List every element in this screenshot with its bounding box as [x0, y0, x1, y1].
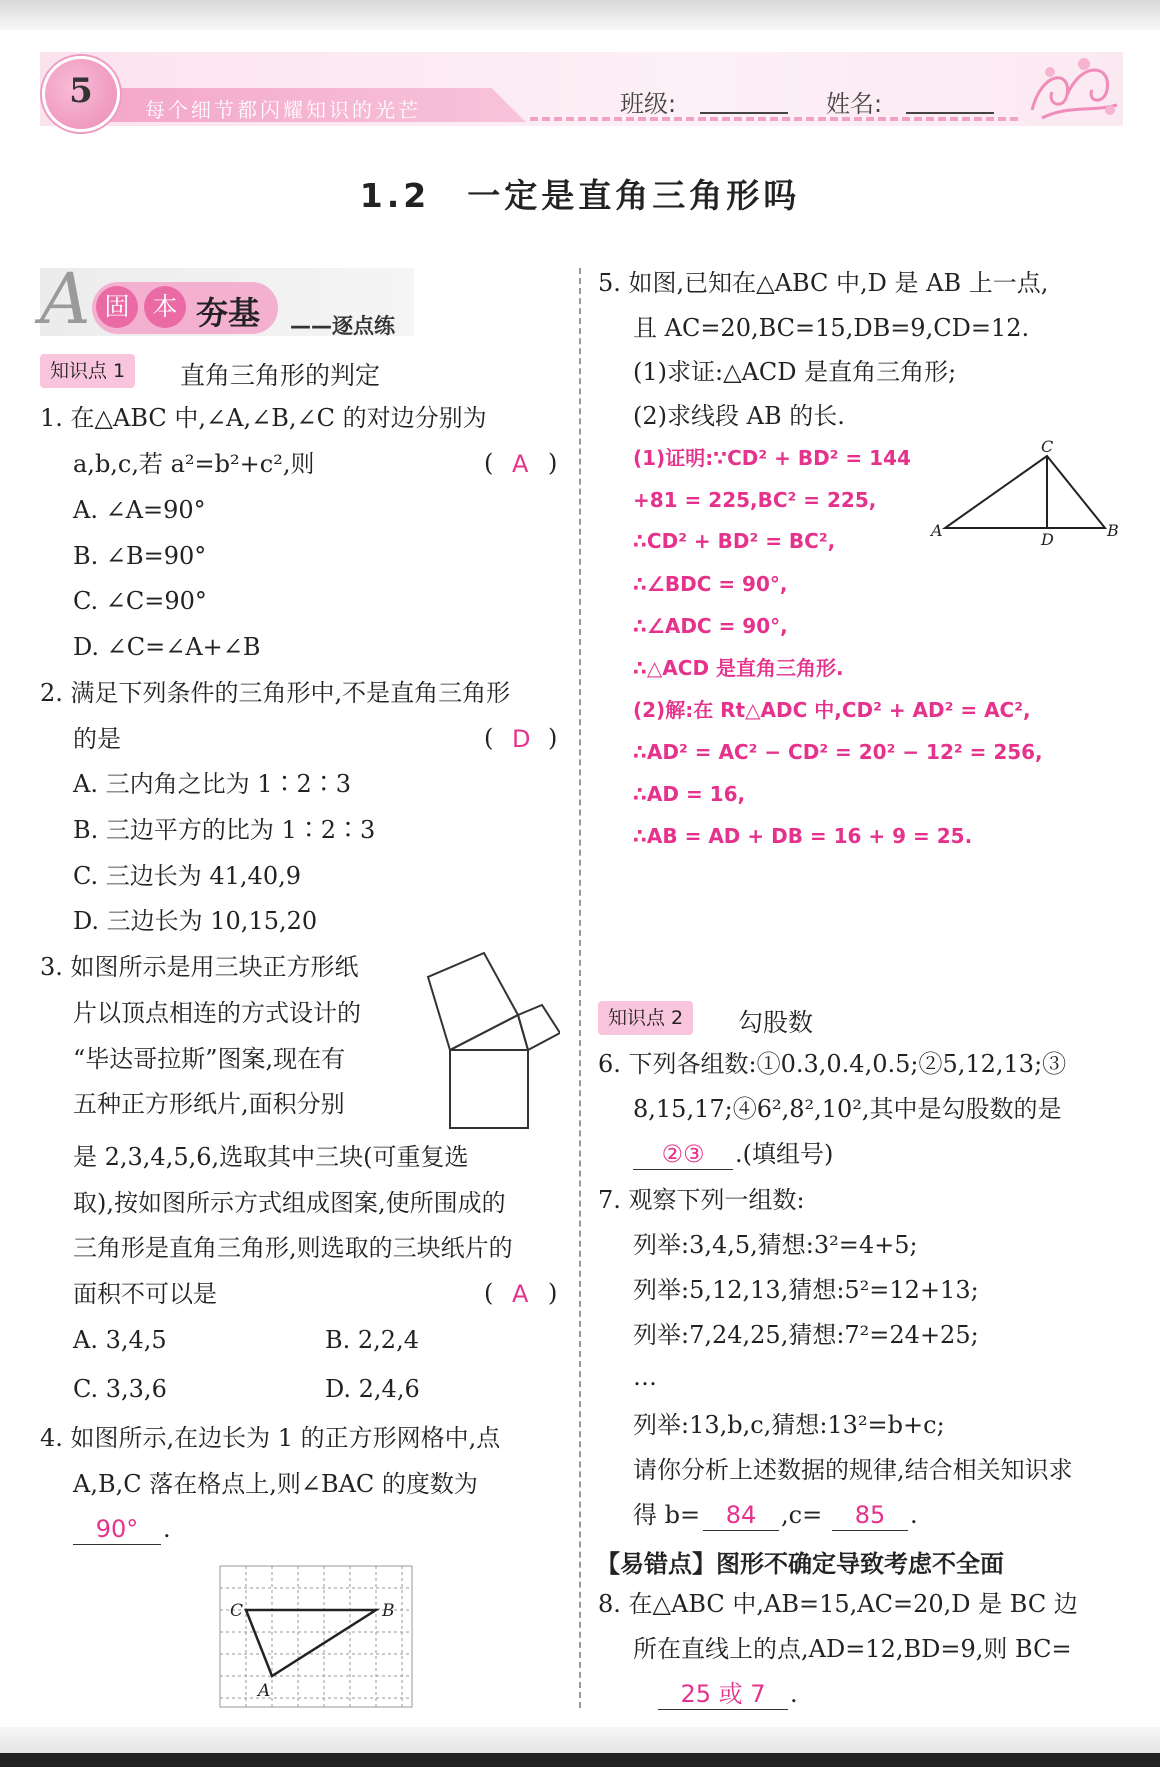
pythagoras-squares-figure [410, 945, 560, 1130]
q3-option: A. 3,4,5 [73, 1326, 167, 1354]
q7-prefix-b: 得 b= [633, 1501, 701, 1529]
q8-line1: 8. 在△ABC 中,AB=15,AC=20,D 是 BC 边 [598, 1590, 1078, 1618]
q1-line1: 1. 在△ABC 中,∠A,∠B,∠C 的对边分别为 [40, 404, 487, 432]
q3-line: 五种正方形纸片,面积分别 [73, 1090, 345, 1118]
q3-option: C. 3,3,6 [73, 1375, 167, 1403]
q3-paren-open: ( [484, 1279, 494, 1307]
q1-option: C. ∠C=90° [73, 587, 207, 615]
q6-suffix: .(填组号) [735, 1140, 834, 1168]
q5-solution-line: ∴△ACD 是直角三角形. [633, 656, 844, 680]
q3-line: 是 2,3,4,5,6,选取其中三块(可重复选 [73, 1143, 469, 1171]
section-a-char1: 固 [96, 286, 138, 328]
q8-end: . [790, 1680, 798, 1708]
q1-line2: a,b,c,若 a²=b²+c²,则 [73, 450, 315, 478]
knowledge-point-tag: 知识点 2 [598, 1001, 693, 1035]
triangle-abc-figure [925, 436, 1125, 546]
q7-line: 列举:13,b,c,猜想:13²=b+c; [633, 1411, 945, 1439]
q4-line1: 4. 如图所示,在边长为 1 的正方形网格中,点 [40, 1424, 501, 1452]
q5-solution-line: +81 = 225,BC² = 225, [633, 488, 877, 512]
q8-answer: 25 或 7 [658, 1679, 788, 1710]
knowledge-point-title: 直角三角形的判定 [180, 361, 381, 390]
q3-answer: A [512, 1280, 529, 1308]
q6-answer: ②③ [633, 1139, 733, 1170]
q5-solution-line: ∴∠BDC = 90°, [633, 572, 788, 596]
slogan: 每个细节都闪耀知识的光芒 [145, 98, 421, 122]
q5-solution-line: ∴CD² + BD² = BC², [633, 529, 836, 553]
lesson-title: 1.2 一定是直角三角形吗 [359, 176, 801, 215]
knowledge-point-tag: 知识点 1 [40, 354, 135, 388]
q2-paren-close: ) [548, 724, 558, 752]
point-label-c: C [230, 1601, 244, 1621]
q3-line: 面积不可以是 [73, 1280, 217, 1308]
q1-option: A. ∠A=90° [73, 496, 206, 524]
q3-option: B. 2,2,4 [325, 1326, 419, 1354]
q3-line: 取),按如图所示方式组成图案,使所围成的 [73, 1189, 506, 1217]
q3-line: 片以顶点相连的方式设计的 [73, 999, 361, 1027]
q3-line: 3. 如图所示是用三块正方形纸 [40, 953, 359, 981]
q3-option: D. 2,4,6 [325, 1375, 420, 1403]
q1-paren-close: ) [548, 449, 558, 477]
header-dashed-line [530, 117, 1018, 121]
q7-end: . [910, 1501, 918, 1529]
bottom-edge [0, 1727, 1160, 1767]
q7-line: 7. 观察下列一组数: [598, 1186, 805, 1214]
q5-line: (1)求证:△ACD 是直角三角形; [633, 358, 957, 386]
q3-paren-close: ) [548, 1279, 558, 1307]
q3-line: “毕达哥拉斯”图案,现在有 [73, 1045, 346, 1073]
q7-prefix-c: ,c= [781, 1501, 823, 1529]
q3-line: 三角形是直角三角形,则选取的三块纸片的 [73, 1234, 513, 1262]
vertex-label-a: A [931, 521, 943, 540]
q5-solution-line: ∴AD = 16, [633, 782, 746, 806]
q1-option: D. ∠C=∠A+∠B [73, 633, 261, 661]
column-divider [579, 268, 581, 1708]
q4-answer: 90° [73, 1514, 161, 1545]
q2-paren-open: ( [484, 724, 494, 752]
q7-answer-c: 85 [832, 1500, 908, 1531]
q2-line1: 2. 满足下列条件的三角形中,不是直角三角形 [40, 679, 511, 707]
q2-option: D. 三边长为 10,15,20 [73, 907, 318, 935]
grid-triangle-figure [216, 1564, 416, 1709]
q5-solution-line: ∴AB = AD + DB = 16 + 9 = 25. [633, 824, 973, 848]
q2-answer: D [512, 725, 531, 753]
knowledge-point-title: 勾股数 [738, 1008, 814, 1037]
q8-line2: 所在直线上的点,AD=12,BD=9,则 BC= [633, 1635, 1072, 1663]
q5-solution-line: (1)证明:∵CD² + BD² = 144 [633, 446, 911, 470]
q5-line: 且 AC=20,BC=15,DB=9,CD=12. [633, 314, 1030, 342]
q6-line2: 8,15,17;④6²,8²,10²,其中是勾股数的是 [633, 1095, 1062, 1123]
class-blank [700, 112, 788, 114]
error-prone-title: 【易错点】图形不确定导致考虑不全面 [596, 1550, 1004, 1578]
name-blank [906, 112, 994, 114]
vertex-label-c: C [1041, 437, 1054, 456]
top-edge [0, 0, 1160, 30]
q1-paren-open: ( [484, 449, 494, 477]
page-number-badge [42, 56, 120, 132]
q5-solution-line: (2)解:在 Rt△ADC 中,CD² + AD² = AC², [633, 698, 1031, 722]
q1-option: B. ∠B=90° [73, 542, 207, 570]
q7-line: 列举:7,24,25,猜想:7²=24+25; [633, 1321, 979, 1349]
q2-option: C. 三边长为 41,40,9 [73, 862, 301, 890]
q7-line: 列举:3,4,5,猜想:3²=4+5; [633, 1231, 918, 1259]
q2-line2: 的是 [73, 725, 121, 753]
q6-line1: 6. 下列各组数:①0.3,0.4,0.5;②5,12,13;③ [598, 1050, 1067, 1078]
q7-line: … [633, 1363, 657, 1391]
vertex-label-b: B [1107, 521, 1119, 540]
q4-period: . [163, 1515, 171, 1543]
point-label-b: B [382, 1601, 395, 1621]
section-a-char2: 本 [144, 286, 186, 328]
q1-answer: A [512, 450, 529, 478]
name-label: 姓名: [826, 90, 883, 118]
q5-solution-line: ∴AD² = AC² − CD² = 20² − 12² = 256, [633, 740, 1043, 764]
page-number: 5 [69, 71, 93, 111]
q5-line: (2)求线段 AB 的长. [633, 402, 845, 430]
q2-option: A. 三内角之比为 1∶2∶3 [73, 770, 352, 798]
floral-decoration-icon [1022, 50, 1122, 126]
q7-line: 请你分析上述数据的规律,结合相关知识求 [633, 1456, 1073, 1484]
vertex-label-d: D [1041, 530, 1054, 546]
section-a-subtitle: ——逐点练 [290, 314, 395, 338]
q7-answer-b: 84 [703, 1500, 779, 1531]
q4-line2: A,B,C 落在格点上,则∠BAC 的度数为 [73, 1470, 478, 1498]
q2-option: B. 三边平方的比为 1∶2∶3 [73, 816, 376, 844]
q5-solution-line: ∴∠ADC = 90°, [633, 614, 788, 638]
section-a-title: 夯基 [196, 294, 261, 332]
q5-line: 5. 如图,已知在△ABC 中,D 是 AB 上一点, [598, 269, 1049, 297]
q7-line: 列举:5,12,13,猜想:5²=12+13; [633, 1276, 979, 1304]
point-label-a: A [258, 1681, 271, 1701]
section-a-letter: A [40, 258, 91, 340]
class-label: 班级: [620, 90, 677, 118]
